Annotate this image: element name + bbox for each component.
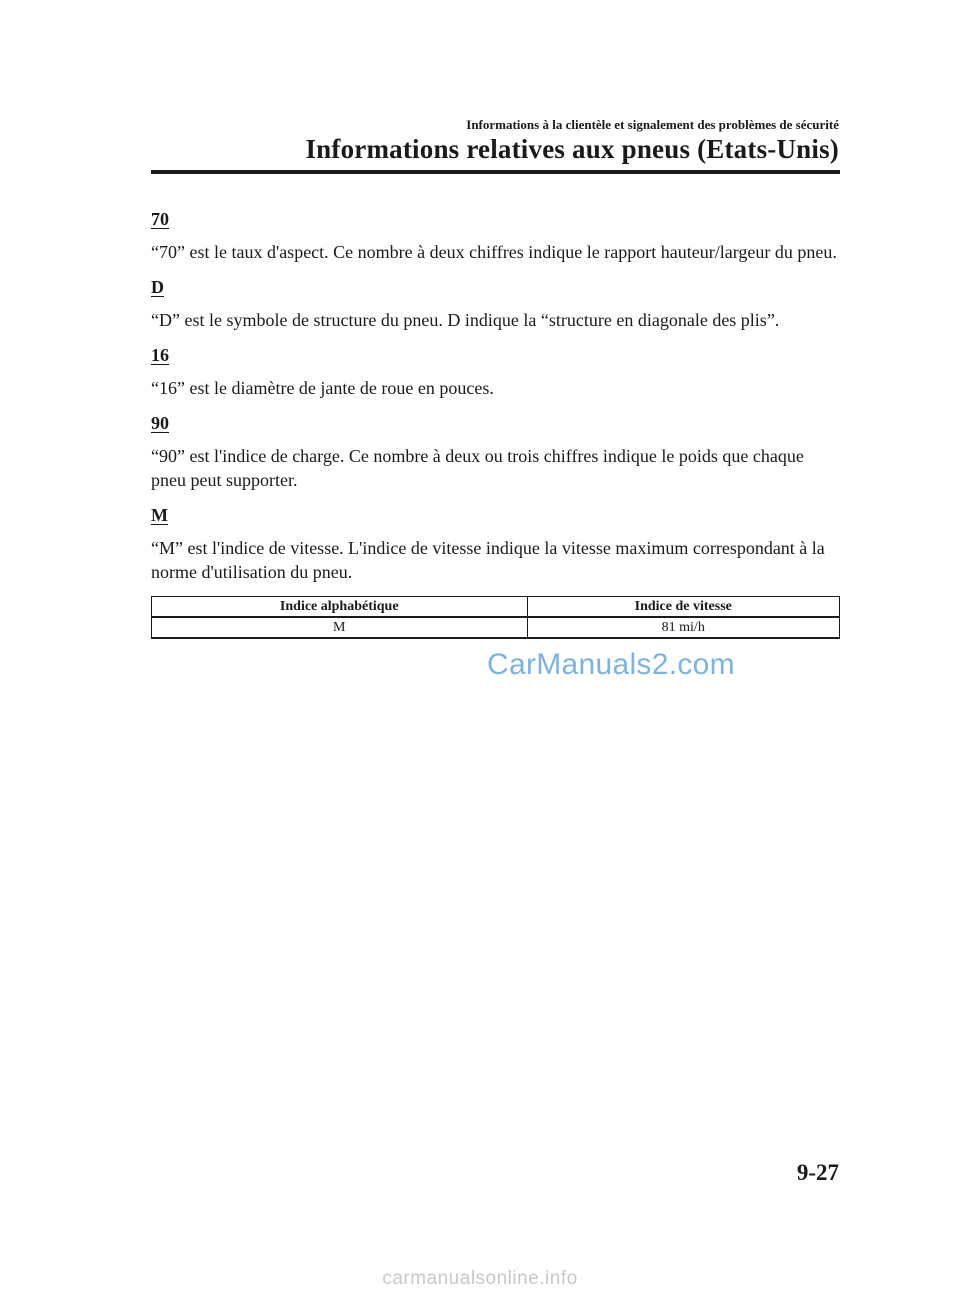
page-title: Informations relatives aux pneus (Etats-Unis) xyxy=(305,134,839,164)
table-header-letter-rating: Indice alphabétique xyxy=(152,597,528,618)
footer-watermark: carmanualsonline.info xyxy=(382,1268,578,1289)
entry-rim-diameter xyxy=(151,344,840,400)
entry-text: “D” est le symbole de structure du pneu. D indique la “structure en diagonale des plis”. xyxy=(151,310,780,330)
table-cell-letter: M xyxy=(152,617,528,638)
page-content xyxy=(151,208,840,639)
entry-construction xyxy=(151,276,840,332)
entry-text: “M” est l'indice de vitesse. L'indice de vitesse indique la vitesse maximum correspondant à la norme d'utilisation du pneu. xyxy=(151,538,825,582)
entry-code: 70 xyxy=(151,209,169,229)
table-header-speed-rating: Indice de vitesse xyxy=(527,597,840,618)
entry-aspect-ratio xyxy=(151,208,840,264)
speed-rating-table xyxy=(151,596,840,639)
section-subtitle: Informations à la clientèle et signalement des problèmes de sécurité xyxy=(466,117,839,132)
table-row xyxy=(152,617,840,638)
entry-speed-symbol xyxy=(151,504,840,584)
entry-text: “16” est le diamètre de jante de roue en pouces. xyxy=(151,378,494,398)
entry-code: 16 xyxy=(151,345,169,365)
table-header-row xyxy=(152,597,840,618)
entry-text: “90” est l'indice de charge. Ce nombre à deux ou trois chiffres indique le poids que chaque pneu peut supporter. xyxy=(151,446,804,490)
watermark-text: CarManuals2.com xyxy=(487,648,735,681)
table-cell-speed: 81 mi/h xyxy=(527,617,840,638)
header-divider xyxy=(151,170,840,174)
entry-load-index xyxy=(151,412,840,492)
entry-code: 90 xyxy=(151,413,169,433)
page-number: 9-27 xyxy=(796,1160,839,1185)
entry-code: D xyxy=(151,277,164,297)
entry-text: “70” est le taux d'aspect. Ce nombre à deux chiffres indique le rapport hauteur/largeur du pneu. xyxy=(151,242,837,262)
entry-code: M xyxy=(151,505,168,525)
